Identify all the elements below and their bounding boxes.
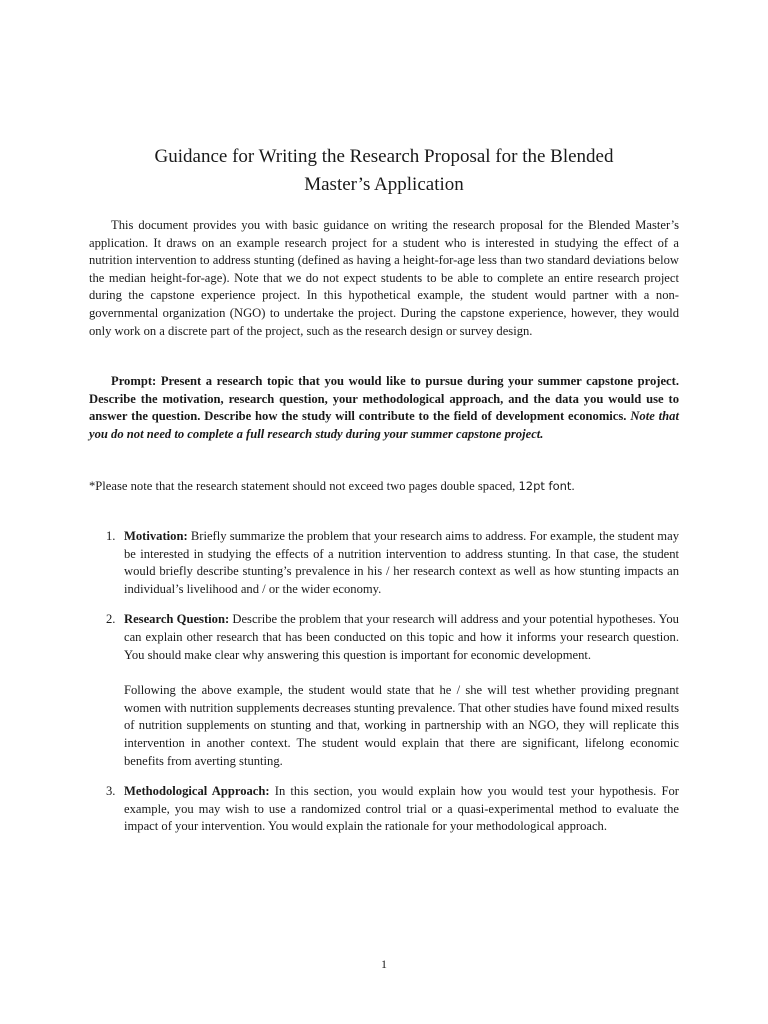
list-item-body: Describe the problem that your research will address and your potential hypotheses. You can explain other research that has been conducted on this topic and how it informs your research question. You should make clear why answering this question is important for economic development. — [124, 612, 679, 662]
list-item-body: Briefly summarize the problem that your research aims to address. For example, the student may be interested in studying the effects of a nutrition intervention to address stunting. In that case, the student would briefly describe stunting’s prevalence in his / her research context as well as how stunting impacts an individual’s livelihood and / or the wider economy. — [124, 529, 679, 596]
guidance-list — [89, 528, 679, 836]
list-item-motivation — [89, 528, 679, 598]
list-item-label: Methodological Approach: — [124, 784, 270, 799]
prompt-paragraph — [89, 373, 679, 443]
list-item-text — [124, 783, 679, 836]
length-note — [89, 478, 679, 496]
list-item-label: Motivation: — [124, 529, 188, 543]
document-title — [90, 143, 678, 199]
title-line-2: Master’s Application — [304, 174, 464, 195]
list-item-research-question — [89, 611, 679, 770]
list-item-text — [124, 528, 679, 598]
title-line-1: Guidance for Writing the Research Proposal for the Blended — [154, 146, 614, 167]
list-number: 3. — [106, 784, 116, 799]
page-number: 1 — [381, 957, 387, 971]
prompt-bold-text: Prompt: Present a research topic that you would like to pursue during your summer capstone project. Describe the motivation, research question, your methodological approach, and the data you would use to answer the question. Describe how the study will contribute to the field of development economics. — [89, 374, 679, 424]
note-text: *Please note that the research statement should not exceed two pages double spaced, — [89, 479, 516, 493]
list-item-label: Research Question: — [124, 612, 230, 627]
note-end: . — [571, 479, 575, 493]
list-number: 1. — [106, 529, 116, 543]
list-item-text — [124, 611, 679, 664]
prompt-italic-text: Note that you do not need to complete a full research study during your summer capstone project. — [89, 409, 679, 441]
intro-paragraph: This document provides you with basic guidance on writing the research proposal for the Blended Master’s application. It draws on an example research project for a student who is interested in studying the effect of a nutrition intervention to address stunting (defined as having a height-for-age less than two standard deviations below the median height-for-age). Note that we do not expect students to be able to complete an entire research project during the capstone experience project. In this hypothetical example, the student would partner with a non-governmental organization (NGO) to undertake the project. During the capstone experience, however, they would only work on a discrete part of the project, such as the research design or survey design. — [89, 218, 679, 338]
note-font-spec: 12pt font — [518, 479, 572, 493]
list-item-methodological-approach — [89, 783, 679, 836]
list-item-body: In this section, you would explain how you would test your hypothesis. For example, you may wish to use a randomized control trial or a quasi-experimental method to evaluate the impact of your intervention. You would explain the rationale for your methodological approach. — [124, 784, 679, 834]
list-number: 2. — [106, 612, 116, 627]
list-item-followup: Following the above example, the student would state that he / she will test whether providing pregnant women with nutrition supplements decreases stunting prevalence. That other studies have found mixed results of nutrition supplements on stunting and that, working in partnership with an NGO, they will replicate this intervention in another context. The student would explain that there are significant, lifelong economic benefits from averting stunting. — [124, 683, 679, 768]
